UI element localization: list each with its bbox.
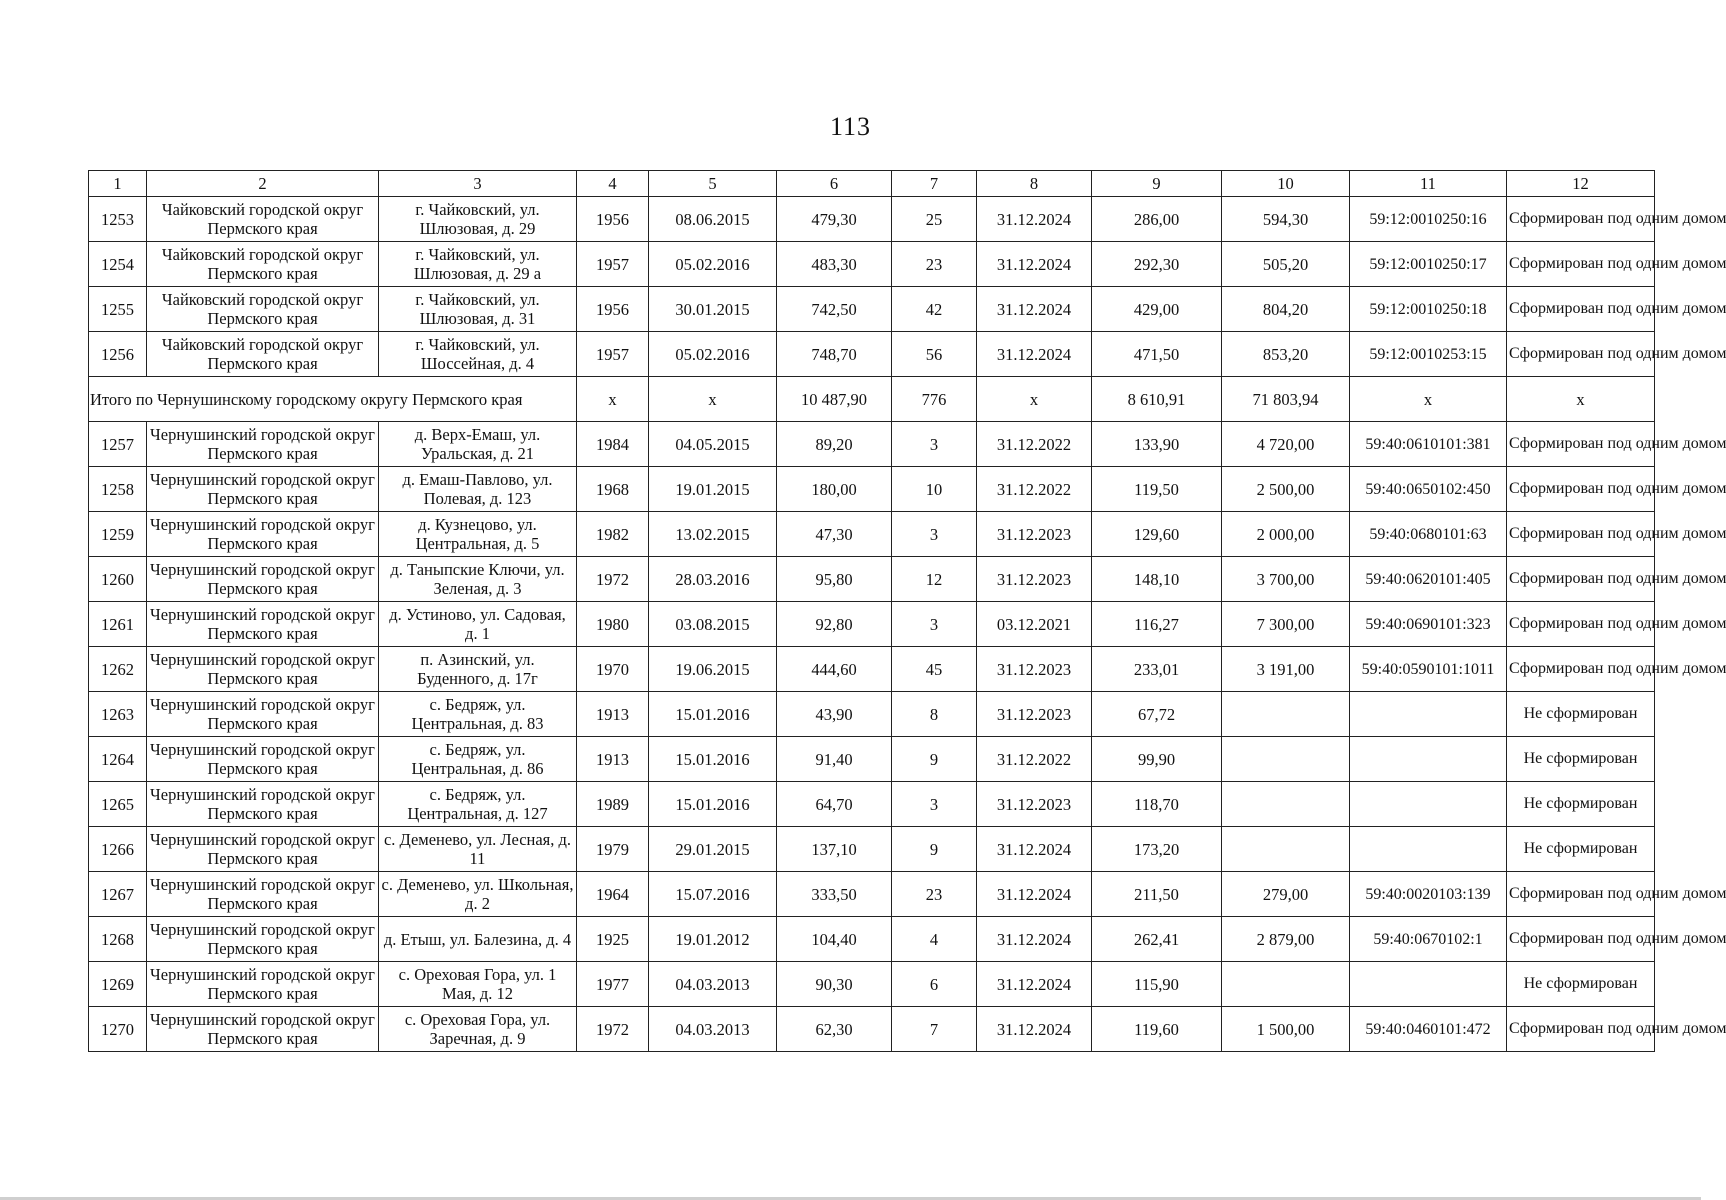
row-number-cell: 1268 [89, 917, 147, 962]
year-built-cell: 1972 [577, 1007, 649, 1052]
total-cell: 10 487,90 [777, 377, 892, 422]
cadastral-number-cell: 59:40:0650102:450 [1350, 467, 1507, 512]
row-number-cell: 1269 [89, 962, 147, 1007]
municipality-cell: Чайковский городской округ Пермского края [147, 287, 379, 332]
cadastral-number-cell: 59:12:0010250:16 [1350, 197, 1507, 242]
row-number-cell: 1255 [89, 287, 147, 332]
address-cell: д. Устиново, ул. Садовая, д. 1 [379, 602, 577, 647]
deadline-cell: 31.12.2023 [977, 512, 1092, 557]
deadline-cell: 31.12.2023 [977, 692, 1092, 737]
municipality-cell: Чернушинский городской округ Пермского края [147, 1007, 379, 1052]
residents-cell: 12 [892, 557, 977, 602]
deadline-cell: 31.12.2023 [977, 782, 1092, 827]
land-plot-area-cell [1222, 827, 1350, 872]
deadline-cell: 31.12.2024 [977, 197, 1092, 242]
cadastral-number-cell: 59:40:0590101:1011 [1350, 647, 1507, 692]
residents-cell: 45 [892, 647, 977, 692]
table-row [89, 917, 1655, 962]
address-cell: с. Ореховая Гора, ул. 1 Мая, д. 12 [379, 962, 577, 1007]
land-status-cell: Не сформирован [1507, 692, 1655, 737]
table-row [89, 737, 1655, 782]
land-status-cell: Не сформирован [1507, 737, 1655, 782]
land-status-cell: Сформирован под одним домом [1507, 332, 1655, 377]
area-total-cell: 104,40 [777, 917, 892, 962]
total-cell: х [977, 377, 1092, 422]
row-number-cell: 1262 [89, 647, 147, 692]
address-cell: д. Етыш, ул. Балезина, д. 4 [379, 917, 577, 962]
column-header: 4 [577, 171, 649, 197]
deadline-cell: 31.12.2024 [977, 827, 1092, 872]
address-cell: д. Кузнецово, ул. Центральная, д. 5 [379, 512, 577, 557]
land-area-cell: 173,20 [1092, 827, 1222, 872]
date-cell: 29.01.2015 [649, 827, 777, 872]
total-label: Итого по Чернушинскому городскому округу Пермского края [89, 377, 577, 422]
address-cell: п. Азинский, ул. Буденного, д. 17г [379, 647, 577, 692]
land-plot-area-cell: 279,00 [1222, 872, 1350, 917]
area-total-cell: 62,30 [777, 1007, 892, 1052]
year-built-cell: 1913 [577, 737, 649, 782]
land-area-cell: 262,41 [1092, 917, 1222, 962]
year-built-cell: 1984 [577, 422, 649, 467]
land-plot-area-cell [1222, 737, 1350, 782]
date-cell: 15.01.2016 [649, 692, 777, 737]
year-built-cell: 1913 [577, 692, 649, 737]
land-plot-area-cell [1222, 962, 1350, 1007]
residents-cell: 8 [892, 692, 977, 737]
cadastral-number-cell [1350, 692, 1507, 737]
column-header: 1 [89, 171, 147, 197]
year-built-cell: 1968 [577, 467, 649, 512]
land-area-cell: 211,50 [1092, 872, 1222, 917]
date-cell: 04.03.2013 [649, 1007, 777, 1052]
deadline-cell: 31.12.2023 [977, 647, 1092, 692]
total-cell: 8 610,91 [1092, 377, 1222, 422]
column-header: 8 [977, 171, 1092, 197]
row-number-cell: 1258 [89, 467, 147, 512]
land-area-cell: 286,00 [1092, 197, 1222, 242]
land-plot-area-cell: 2 500,00 [1222, 467, 1350, 512]
municipality-cell: Чернушинский городской округ Пермского края [147, 557, 379, 602]
row-number-cell: 1261 [89, 602, 147, 647]
total-cell: х [1507, 377, 1655, 422]
area-total-cell: 742,50 [777, 287, 892, 332]
address-cell: д. Емаш-Павлово, ул. Полевая, д. 123 [379, 467, 577, 512]
area-total-cell: 91,40 [777, 737, 892, 782]
land-plot-area-cell: 7 300,00 [1222, 602, 1350, 647]
land-plot-area-cell: 4 720,00 [1222, 422, 1350, 467]
column-header: 11 [1350, 171, 1507, 197]
cadastral-number-cell: 59:40:0690101:323 [1350, 602, 1507, 647]
residents-cell: 3 [892, 602, 977, 647]
land-area-cell: 471,50 [1092, 332, 1222, 377]
residents-cell: 6 [892, 962, 977, 1007]
year-built-cell: 1989 [577, 782, 649, 827]
year-built-cell: 1964 [577, 872, 649, 917]
residents-cell: 42 [892, 287, 977, 332]
land-status-cell: Сформирован под одним домом [1507, 557, 1655, 602]
address-cell: г. Чайковский, ул. Шлюзовая, д. 29 а [379, 242, 577, 287]
table-row [89, 512, 1655, 557]
cadastral-number-cell: 59:12:0010250:18 [1350, 287, 1507, 332]
date-cell: 28.03.2016 [649, 557, 777, 602]
table-row [89, 962, 1655, 1007]
column-header: 2 [147, 171, 379, 197]
municipality-cell: Чайковский городской округ Пермского края [147, 197, 379, 242]
land-plot-area-cell: 1 500,00 [1222, 1007, 1350, 1052]
table-row [89, 692, 1655, 737]
land-area-cell: 148,10 [1092, 557, 1222, 602]
table-row [89, 1007, 1655, 1052]
cadastral-number-cell [1350, 827, 1507, 872]
residents-cell: 9 [892, 827, 977, 872]
deadline-cell: 31.12.2022 [977, 467, 1092, 512]
land-area-cell: 292,30 [1092, 242, 1222, 287]
table-row [89, 647, 1655, 692]
land-status-cell: Сформирован под одним домом [1507, 422, 1655, 467]
deadline-cell: 31.12.2024 [977, 287, 1092, 332]
land-area-cell: 116,27 [1092, 602, 1222, 647]
column-header: 5 [649, 171, 777, 197]
land-area-cell: 133,90 [1092, 422, 1222, 467]
residents-cell: 23 [892, 242, 977, 287]
municipality-cell: Чайковский городской округ Пермского края [147, 242, 379, 287]
row-number-cell: 1264 [89, 737, 147, 782]
residents-cell: 23 [892, 872, 977, 917]
municipality-cell: Чернушинский городской округ Пермского края [147, 692, 379, 737]
land-area-cell: 119,50 [1092, 467, 1222, 512]
total-cell: х [1350, 377, 1507, 422]
column-header: 10 [1222, 171, 1350, 197]
municipality-cell: Чернушинский городской округ Пермского края [147, 647, 379, 692]
date-cell: 19.06.2015 [649, 647, 777, 692]
column-header: 6 [777, 171, 892, 197]
area-total-cell: 43,90 [777, 692, 892, 737]
year-built-cell: 1956 [577, 197, 649, 242]
land-plot-area-cell: 3 191,00 [1222, 647, 1350, 692]
cadastral-number-cell: 59:40:0670102:1 [1350, 917, 1507, 962]
year-built-cell: 1970 [577, 647, 649, 692]
residents-cell: 3 [892, 782, 977, 827]
deadline-cell: 31.12.2023 [977, 557, 1092, 602]
deadline-cell: 31.12.2024 [977, 917, 1092, 962]
residents-cell: 56 [892, 332, 977, 377]
area-total-cell: 92,80 [777, 602, 892, 647]
land-status-cell: Сформирован под одним домом [1507, 197, 1655, 242]
area-total-cell: 444,60 [777, 647, 892, 692]
total-row [89, 377, 1655, 422]
land-status-cell: Сформирован под одним домом [1507, 242, 1655, 287]
municipality-cell: Чернушинский городской округ Пермского края [147, 827, 379, 872]
municipality-cell: Чернушинский городской округ Пермского края [147, 422, 379, 467]
address-cell: г. Чайковский, ул. Шлюзовая, д. 31 [379, 287, 577, 332]
cadastral-number-cell: 59:40:0610101:381 [1350, 422, 1507, 467]
address-cell: г. Чайковский, ул. Шлюзовая, д. 29 [379, 197, 577, 242]
land-plot-area-cell: 505,20 [1222, 242, 1350, 287]
land-plot-area-cell [1222, 782, 1350, 827]
year-built-cell: 1982 [577, 512, 649, 557]
land-area-cell: 99,90 [1092, 737, 1222, 782]
cadastral-number-cell: 59:12:0010250:17 [1350, 242, 1507, 287]
residents-cell: 25 [892, 197, 977, 242]
table-row [89, 557, 1655, 602]
table-row [89, 197, 1655, 242]
residents-cell: 9 [892, 737, 977, 782]
year-built-cell: 1972 [577, 557, 649, 602]
area-total-cell: 89,20 [777, 422, 892, 467]
cadastral-number-cell [1350, 962, 1507, 1007]
residents-cell: 7 [892, 1007, 977, 1052]
row-number-cell: 1256 [89, 332, 147, 377]
row-number-cell: 1263 [89, 692, 147, 737]
residents-cell: 3 [892, 422, 977, 467]
cadastral-number-cell: 59:40:0620101:405 [1350, 557, 1507, 602]
year-built-cell: 1925 [577, 917, 649, 962]
address-cell: с. Деменево, ул. Школьная, д. 2 [379, 872, 577, 917]
land-plot-area-cell [1222, 692, 1350, 737]
land-area-cell: 129,60 [1092, 512, 1222, 557]
table-row [89, 782, 1655, 827]
area-total-cell: 483,30 [777, 242, 892, 287]
deadline-cell: 31.12.2024 [977, 962, 1092, 1007]
row-number-cell: 1254 [89, 242, 147, 287]
land-plot-area-cell: 853,20 [1222, 332, 1350, 377]
year-built-cell: 1979 [577, 827, 649, 872]
land-area-cell: 118,70 [1092, 782, 1222, 827]
year-built-cell: 1977 [577, 962, 649, 1007]
cadastral-number-cell [1350, 737, 1507, 782]
area-total-cell: 748,70 [777, 332, 892, 377]
area-total-cell: 137,10 [777, 827, 892, 872]
row-number-cell: 1260 [89, 557, 147, 602]
land-status-cell: Сформирован под одним домом [1507, 647, 1655, 692]
address-cell: с. Деменево, ул. Лесная, д. 11 [379, 827, 577, 872]
cadastral-number-cell [1350, 782, 1507, 827]
municipality-cell: Чайковский городской округ Пермского края [147, 332, 379, 377]
date-cell: 15.07.2016 [649, 872, 777, 917]
land-plot-area-cell: 804,20 [1222, 287, 1350, 332]
land-area-cell: 233,01 [1092, 647, 1222, 692]
area-total-cell: 95,80 [777, 557, 892, 602]
table-row [89, 287, 1655, 332]
date-cell: 19.01.2012 [649, 917, 777, 962]
year-built-cell: 1957 [577, 242, 649, 287]
deadline-cell: 31.12.2024 [977, 872, 1092, 917]
deadline-cell: 31.12.2024 [977, 242, 1092, 287]
row-number-cell: 1257 [89, 422, 147, 467]
row-number-cell: 1266 [89, 827, 147, 872]
deadline-cell: 31.12.2024 [977, 1007, 1092, 1052]
address-cell: с. Бедряж, ул. Центральная, д. 83 [379, 692, 577, 737]
land-status-cell: Не сформирован [1507, 782, 1655, 827]
land-status-cell: Не сформирован [1507, 962, 1655, 1007]
residents-cell: 4 [892, 917, 977, 962]
address-cell: с. Бедряж, ул. Центральная, д. 86 [379, 737, 577, 782]
table-row [89, 422, 1655, 467]
year-built-cell: 1980 [577, 602, 649, 647]
date-cell: 04.05.2015 [649, 422, 777, 467]
date-cell: 03.08.2015 [649, 602, 777, 647]
municipality-cell: Чернушинский городской округ Пермского края [147, 602, 379, 647]
date-cell: 30.01.2015 [649, 287, 777, 332]
area-total-cell: 64,70 [777, 782, 892, 827]
municipality-cell: Чернушинский городской округ Пермского края [147, 737, 379, 782]
date-cell: 13.02.2015 [649, 512, 777, 557]
municipality-cell: Чернушинский городской округ Пермского края [147, 917, 379, 962]
land-plot-area-cell: 594,30 [1222, 197, 1350, 242]
row-number-cell: 1265 [89, 782, 147, 827]
municipality-cell: Чернушинский городской округ Пермского края [147, 872, 379, 917]
land-status-cell: Не сформирован [1507, 827, 1655, 872]
address-cell: с. Ореховая Гора, ул. Заречная, д. 9 [379, 1007, 577, 1052]
land-status-cell: Сформирован под одним домом [1507, 917, 1655, 962]
area-total-cell: 333,50 [777, 872, 892, 917]
date-cell: 05.02.2016 [649, 332, 777, 377]
land-status-cell: Сформирован под одним домом [1507, 872, 1655, 917]
date-cell: 15.01.2016 [649, 737, 777, 782]
address-cell: с. Бедряж, ул. Центральная, д. 127 [379, 782, 577, 827]
total-cell: х [649, 377, 777, 422]
land-plot-area-cell: 2 000,00 [1222, 512, 1350, 557]
land-status-cell: Сформирован под одним домом [1507, 467, 1655, 512]
date-cell: 15.01.2016 [649, 782, 777, 827]
land-plot-area-cell: 2 879,00 [1222, 917, 1350, 962]
total-cell: 71 803,94 [1222, 377, 1350, 422]
page-number: 113 [829, 112, 872, 141]
total-cell: 776 [892, 377, 977, 422]
land-area-cell: 67,72 [1092, 692, 1222, 737]
land-status-cell: Сформирован под одним домом [1507, 287, 1655, 332]
year-built-cell: 1957 [577, 332, 649, 377]
municipality-cell: Чернушинский городской округ Пермского края [147, 962, 379, 1007]
table-row [89, 242, 1655, 287]
cadastral-number-cell: 59:40:0680101:63 [1350, 512, 1507, 557]
table-row [89, 827, 1655, 872]
header-row [89, 171, 1655, 197]
row-number-cell: 1270 [89, 1007, 147, 1052]
table-row [89, 467, 1655, 512]
land-status-cell: Сформирован под одним домом [1507, 1007, 1655, 1052]
housing-registry-table [88, 170, 1726, 1052]
address-cell: д. Таныпские Ключи, ул. Зеленая, д. 3 [379, 557, 577, 602]
total-cell: х [577, 377, 649, 422]
date-cell: 19.01.2015 [649, 467, 777, 512]
address-cell: д. Верх-Емаш, ул. Уральская, д. 21 [379, 422, 577, 467]
deadline-cell: 31.12.2024 [977, 332, 1092, 377]
land-plot-area-cell: 3 700,00 [1222, 557, 1350, 602]
date-cell: 04.03.2013 [649, 962, 777, 1007]
land-area-cell: 115,90 [1092, 962, 1222, 1007]
table-row [89, 872, 1655, 917]
area-total-cell: 479,30 [777, 197, 892, 242]
cadastral-number-cell: 59:40:0020103:139 [1350, 872, 1507, 917]
land-area-cell: 429,00 [1092, 287, 1222, 332]
cadastral-number-cell: 59:40:0460101:472 [1350, 1007, 1507, 1052]
column-header: 3 [379, 171, 577, 197]
date-cell: 08.06.2015 [649, 197, 777, 242]
row-number-cell: 1259 [89, 512, 147, 557]
date-cell: 05.02.2016 [649, 242, 777, 287]
municipality-cell: Чернушинский городской округ Пермского края [147, 782, 379, 827]
row-number-cell: 1267 [89, 872, 147, 917]
column-header: 12 [1507, 171, 1655, 197]
deadline-cell: 31.12.2022 [977, 737, 1092, 782]
residents-cell: 3 [892, 512, 977, 557]
area-total-cell: 47,30 [777, 512, 892, 557]
land-status-cell: Сформирован под одним домом [1507, 512, 1655, 557]
column-header: 9 [1092, 171, 1222, 197]
area-total-cell: 90,30 [777, 962, 892, 1007]
row-number-cell: 1253 [89, 197, 147, 242]
deadline-cell: 03.12.2021 [977, 602, 1092, 647]
address-cell: г. Чайковский, ул. Шоссейная, д. 4 [379, 332, 577, 377]
municipality-cell: Чернушинский городской округ Пермского края [147, 467, 379, 512]
land-status-cell: Сформирован под одним домом [1507, 602, 1655, 647]
year-built-cell: 1956 [577, 287, 649, 332]
table-row [89, 602, 1655, 647]
table-row [89, 332, 1655, 377]
area-total-cell: 180,00 [777, 467, 892, 512]
residents-cell: 10 [892, 467, 977, 512]
land-area-cell: 119,60 [1092, 1007, 1222, 1052]
deadline-cell: 31.12.2022 [977, 422, 1092, 467]
column-header: 7 [892, 171, 977, 197]
cadastral-number-cell: 59:12:0010253:15 [1350, 332, 1507, 377]
municipality-cell: Чернушинский городской округ Пермского края [147, 512, 379, 557]
